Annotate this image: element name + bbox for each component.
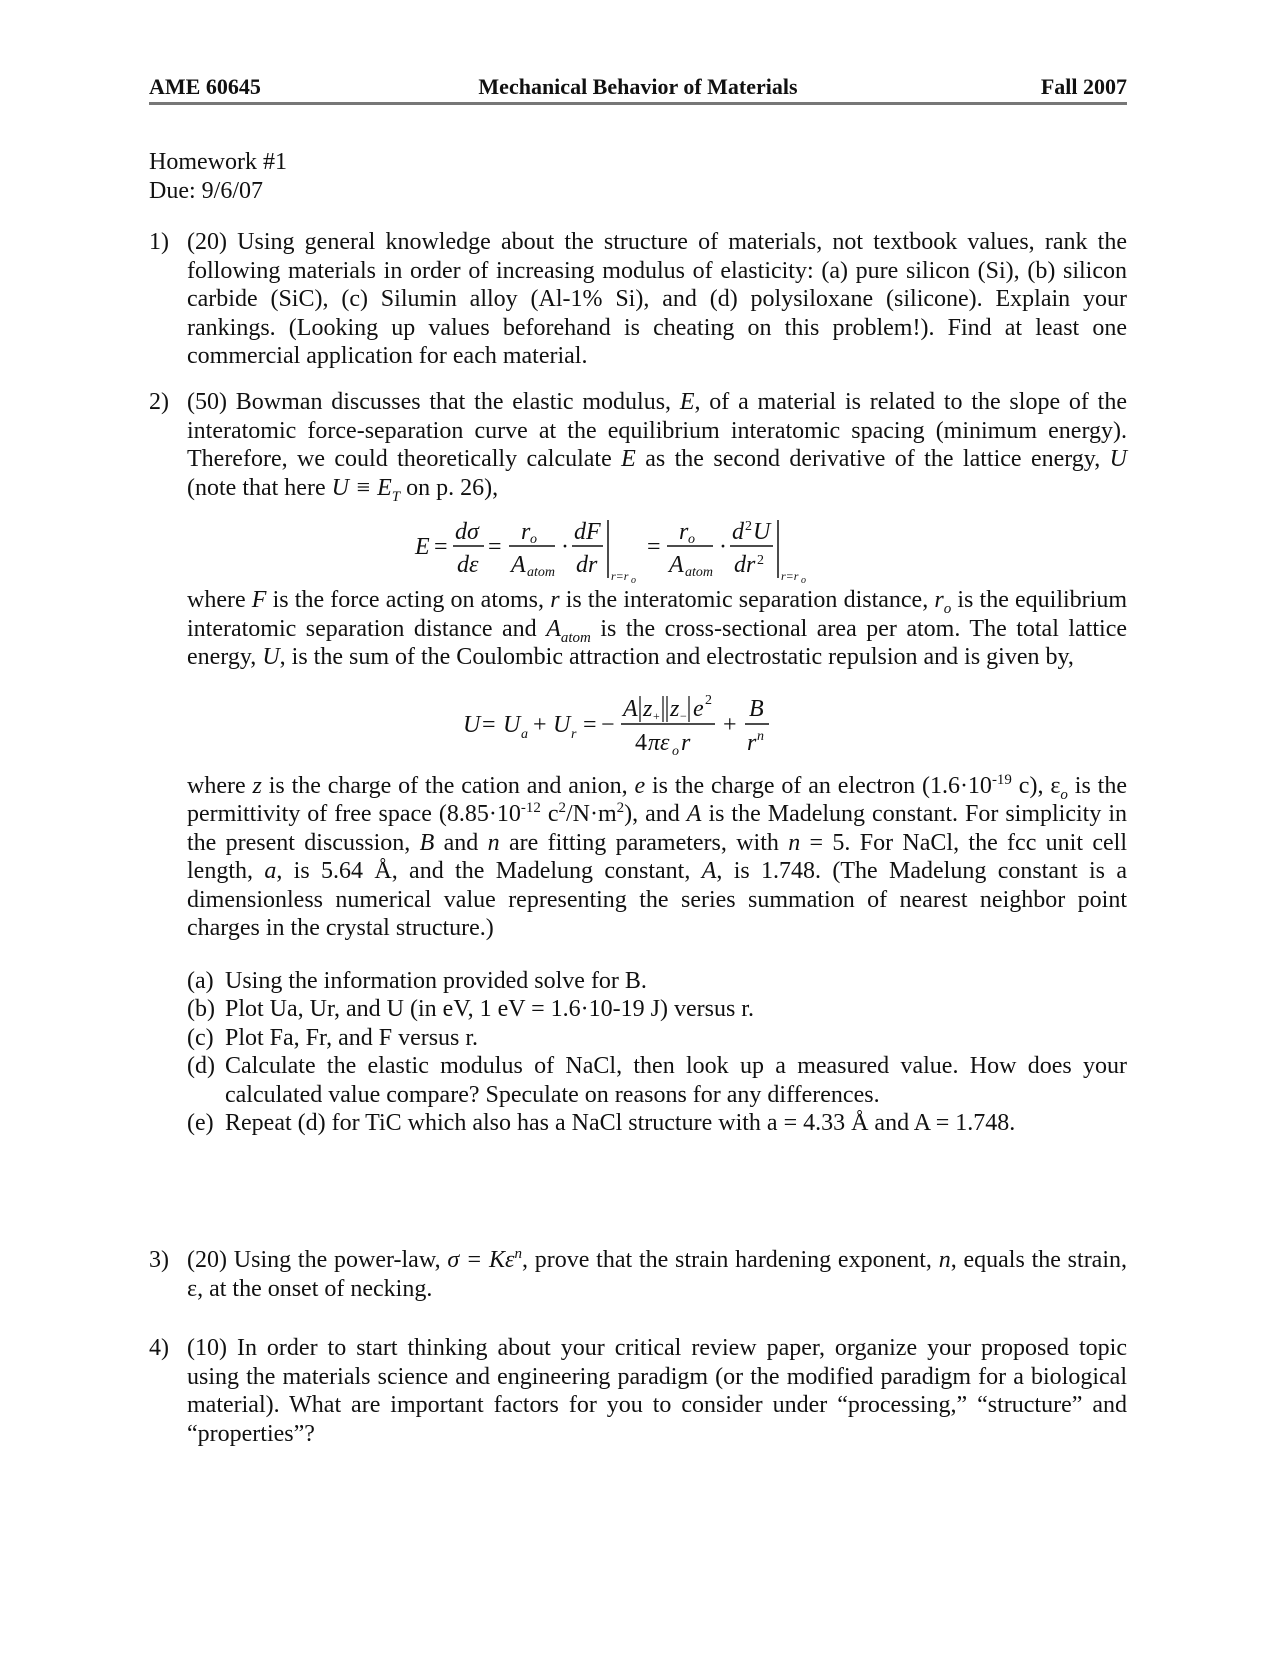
svg-text:4: 4 (635, 729, 647, 756)
homework-meta (149, 148, 287, 206)
svg-text:2: 2 (745, 519, 752, 534)
question-number: 1) (149, 229, 169, 255)
svg-text:B: B (749, 695, 764, 722)
svg-text:+: + (723, 711, 737, 738)
subpart-c: (c) Plot Fa, Fr, and F versus r. (187, 1024, 479, 1051)
subpart-d: (d) Calculate the elastic modulus of NaCl, then look up a measured value. How does your calculated value compare? Speculate on reasons for any differences. (187, 1053, 1127, 1108)
svg-text:A: A (511, 552, 526, 578)
svg-text:−: − (680, 708, 687, 723)
svg-text:·: · (561, 534, 569, 560)
svg-text:A: A (623, 695, 638, 722)
homework-due: Due: 9/6/07 (149, 178, 263, 204)
svg-text:+: + (533, 711, 547, 738)
svg-text:dσ: dσ (455, 519, 479, 545)
svg-text:A: A (669, 552, 684, 578)
question-intro: (50) Bowman discusses that the elastic modulus, E, of a material is related to the slope of the interatomic force-separation curve at the equilibrium interatomic spacing (minimum energy). Therefore, we could theoretically calculate E as the second derivative of the lattice energy, U (note that here $U \equiv E_T$ on p. 26), (187, 389, 1128, 505)
lattice-energy-equation-svg (187, 672, 1127, 772)
svg-text:U: U (753, 519, 771, 545)
subpart-e: (e) Repeat (d) for TiC which also has a NaCl structure with a = 4.33 Å and A = 1.748. (187, 1110, 1016, 1136)
svg-text:=: = (434, 534, 448, 560)
homework-title: Homework #1 (149, 149, 287, 175)
question-1 (149, 228, 1127, 371)
svg-text:o: o (801, 575, 806, 586)
svg-text:r: r (681, 729, 691, 756)
question-4 (149, 1334, 1127, 1448)
svg-text:·: · (719, 534, 727, 560)
svg-text:=: = (488, 534, 502, 560)
lattice-energy-equation (187, 672, 1127, 772)
question-number: 2) (149, 389, 169, 415)
svg-text:r: r (521, 519, 531, 545)
svg-text:o: o (672, 743, 679, 759)
svg-text:o: o (530, 532, 537, 547)
subpart-b: (b) Plot Ua, Ur, and U (in eV, 1 eV = 1.6·10-19 J) versus r. (187, 996, 754, 1022)
question-where-2: where z is the charge of the cation and anion, e is the charge of an electron ($1.6\cdot 10^{-19}$ c), $\varepsilon_o$ is the permittivity of free space ($8.85\cdot 10^{-12}$ $c^2/N\cdot m^2$), and A is the Madelung constant. For simplicity in the present discussion, B and n are fitting parameters, with n = 5. For NaCl, the fcc unit cell length, a, is 5.64 Å, and the Madelung constant, A, is 1.748. (The Madelung constant is a dimensionless numerical value representing the series summation of nearest neighbor point charges in the crystal structure.) (187, 771, 1128, 941)
svg-text:dF: dF (574, 519, 601, 545)
svg-text:dr: dr (734, 552, 756, 578)
question-3 (149, 1246, 1127, 1303)
question-2 (149, 388, 1127, 1138)
svg-text:atom: atom (527, 565, 555, 580)
course-term: Fall 2007 (1040, 74, 1127, 99)
svg-text:r: r (679, 519, 689, 545)
svg-text:=: = (482, 711, 496, 738)
svg-text:z: z (643, 695, 653, 722)
svg-text:z: z (670, 695, 680, 722)
question-number: 3) (149, 1247, 169, 1273)
svg-text:dε: dε (457, 552, 479, 578)
svg-text:πε: πε (648, 729, 670, 756)
svg-text:−: − (601, 711, 615, 738)
svg-text:E: E (415, 534, 430, 560)
svg-text:=: = (583, 711, 597, 738)
svg-text:r: r (747, 729, 757, 756)
svg-text:atom: atom (685, 565, 713, 580)
svg-text:o: o (631, 575, 636, 586)
svg-text:o: o (688, 532, 695, 547)
svg-text:+: + (653, 708, 660, 723)
svg-text:2: 2 (705, 692, 712, 708)
svg-text:r: r (571, 726, 577, 742)
question-where-1: where F is the force acting on atoms, r is the interatomic separation distance, $r_o$ is the equilibrium interatomic separation distance and $A_{atom}$ is the cross-sectional area per atom. The total lattice energy, U, is the sum of the Coulombic attraction and electrostatic repulsion and is given by, (187, 587, 1128, 670)
page-header (149, 72, 1127, 105)
svg-text:U: U (553, 711, 571, 738)
svg-text:U: U (503, 711, 521, 738)
modulus-equation (187, 502, 1127, 586)
question-text: (10) In order to start thinking about your critical review paper, organize your proposed topic using the materials science and engineering paradigm (or the modified paradigm for a biological material). What are important factors for you to consider under “processing,” “structure” and “properties”? (187, 1335, 1127, 1447)
svg-text:=: = (647, 534, 661, 560)
subpart-a: (a) Using the information provided solve for B. (187, 967, 647, 994)
question-text: (20) Using the power-law, $\sigma = K\varepsilon^n$, prove that the strain hardening exponent, n, equals the strain, ε, at the onset of necking. (187, 1246, 1128, 1302)
svg-text:d: d (732, 519, 744, 545)
modulus-equation-svg (187, 502, 1127, 586)
svg-text:n: n (757, 728, 764, 744)
svg-text:r=r: r=r (611, 569, 629, 583)
course-number: AME 60645 (149, 74, 261, 99)
svg-text:a: a (521, 726, 528, 742)
course-title: Mechanical Behavior of Materials (478, 74, 798, 99)
svg-text:2: 2 (757, 553, 764, 568)
svg-text:dr: dr (576, 552, 598, 578)
question-number: 4) (149, 1335, 169, 1361)
svg-text:U: U (463, 711, 481, 738)
question-text: (20) Using general knowledge about the structure of materials, not textbook values, rank the following materials in order of increasing modulus of elasticity: (a) pure silicon (Si), (b) silicon carbide (SiC), (c) Silumin alloy (Al-1% Si), and (d) polysiloxane (silicone). Explain your rankings. (Looking up values beforehand is cheating on this problem!). Find at least one commercial application for each material. (187, 229, 1127, 369)
svg-text:r=r: r=r (781, 569, 799, 583)
subparts-list (187, 967, 1127, 1138)
svg-text:e: e (693, 695, 704, 722)
